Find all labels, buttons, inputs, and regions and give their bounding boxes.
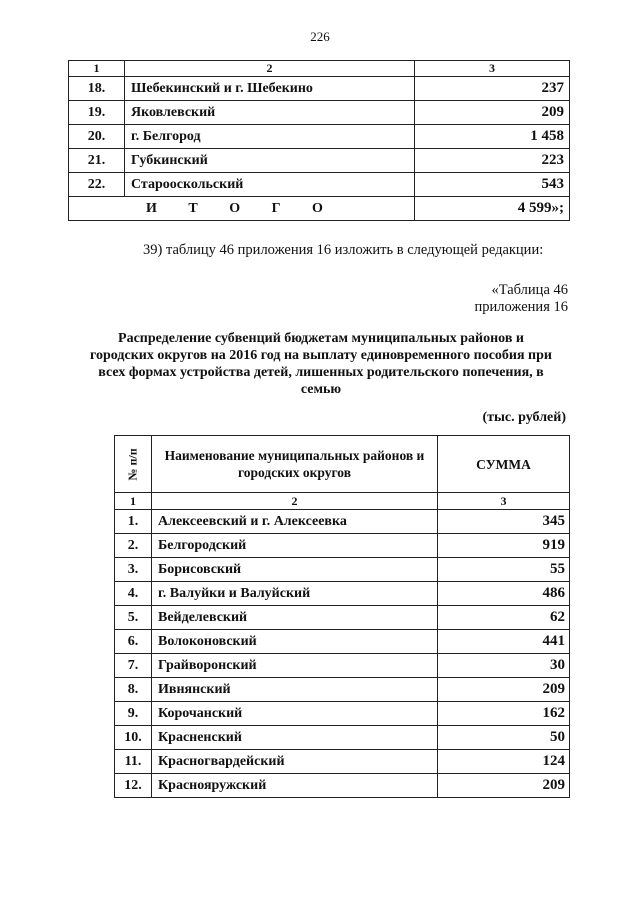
- total-row: [69, 197, 570, 221]
- row-number: 7.: [115, 654, 152, 678]
- column-index: 3: [415, 61, 570, 77]
- table-reference-line2: приложения 16: [474, 299, 568, 315]
- column-index: 3: [438, 493, 570, 510]
- table-header-row: [115, 436, 570, 493]
- district-name: Корочанский: [152, 702, 438, 726]
- column-header-number-text: № п/п: [125, 448, 140, 481]
- row-sum: 919: [438, 534, 570, 558]
- table-row: [69, 173, 570, 197]
- table-row: [115, 510, 570, 534]
- row-sum: 30: [438, 654, 570, 678]
- row-number: 5.: [115, 606, 152, 630]
- row-sum: 223: [415, 149, 570, 173]
- subvention-table: [114, 435, 570, 798]
- row-number: 6.: [115, 630, 152, 654]
- district-name: Старооскольский: [125, 173, 415, 197]
- district-name: Белгородский: [152, 534, 438, 558]
- table-row: [115, 702, 570, 726]
- row-number: 4.: [115, 582, 152, 606]
- row-number: 22.: [69, 173, 125, 197]
- district-name: Грайворонский: [152, 654, 438, 678]
- district-name: Яковлевский: [125, 101, 415, 125]
- table-row: [69, 77, 570, 101]
- row-sum: 237: [415, 77, 570, 101]
- table-row: [115, 726, 570, 750]
- table-row: [115, 534, 570, 558]
- district-name: г. Белгород: [125, 125, 415, 149]
- district-name: Красненский: [152, 726, 438, 750]
- table-row: [115, 750, 570, 774]
- district-name: Волоконовский: [152, 630, 438, 654]
- column-index: 1: [115, 493, 152, 510]
- column-index: 2: [152, 493, 438, 510]
- row-number: 12.: [115, 774, 152, 798]
- district-name: Вейделевский: [152, 606, 438, 630]
- table-row: [115, 630, 570, 654]
- amendment-paragraph: 39) таблицу 46 приложения 16 изложить в следующей редакции:: [143, 242, 544, 258]
- row-number: 1.: [115, 510, 152, 534]
- row-sum: 55: [438, 558, 570, 582]
- table-reference-line1: «Таблица 46: [491, 282, 568, 298]
- table-row: [69, 149, 570, 173]
- district-name: Краснояружский: [152, 774, 438, 798]
- row-sum: 345: [438, 510, 570, 534]
- table-row: [115, 654, 570, 678]
- row-sum: 1 458: [415, 125, 570, 149]
- total-label: И Т О Г О: [69, 197, 415, 221]
- row-sum: 209: [438, 678, 570, 702]
- row-number: 8.: [115, 678, 152, 702]
- column-header-sum: СУММА: [438, 436, 570, 493]
- district-name: Губкинский: [125, 149, 415, 173]
- previous-table: [68, 60, 570, 221]
- row-number: 21.: [69, 149, 125, 173]
- row-sum: 209: [438, 774, 570, 798]
- table-row: [115, 558, 570, 582]
- row-sum: 209: [415, 101, 570, 125]
- row-number: 9.: [115, 702, 152, 726]
- column-index: 2: [125, 61, 415, 77]
- column-header-name: Наименование муниципальных районов и городских округов: [152, 436, 438, 493]
- column-index: 1: [69, 61, 125, 77]
- district-name: Ивнянский: [152, 678, 438, 702]
- table-header-row: [69, 61, 570, 77]
- row-sum: 50: [438, 726, 570, 750]
- district-name: Борисовский: [152, 558, 438, 582]
- district-name: Красногвардейский: [152, 750, 438, 774]
- page-number: 226: [310, 29, 330, 44]
- table-row: [115, 678, 570, 702]
- district-name: Шебекинский и г. Шебекино: [125, 77, 415, 101]
- table-title: Распределение субвенций бюджетам муниципальных районов и городских округов на 2016 год на выплату единовременного пособия при всех формах устройства детей, лишенных родительского попечения, в семью: [90, 331, 552, 397]
- column-index-row: [115, 493, 570, 510]
- row-sum: 124: [438, 750, 570, 774]
- row-number: 10.: [115, 726, 152, 750]
- row-sum: 441: [438, 630, 570, 654]
- table-row: [115, 606, 570, 630]
- row-sum: 543: [415, 173, 570, 197]
- district-name: Алексеевский и г. Алексеевка: [152, 510, 438, 534]
- table-row: [69, 101, 570, 125]
- row-sum: 486: [438, 582, 570, 606]
- units-label: (тыс. рублей): [482, 410, 566, 425]
- row-number: 2.: [115, 534, 152, 558]
- row-sum: 162: [438, 702, 570, 726]
- row-number: 11.: [115, 750, 152, 774]
- table-row: [115, 582, 570, 606]
- row-number: 19.: [69, 101, 125, 125]
- row-sum: 62: [438, 606, 570, 630]
- row-number: 18.: [69, 77, 125, 101]
- table-row: [115, 774, 570, 798]
- row-number: 20.: [69, 125, 125, 149]
- total-value: 4 599»;: [415, 197, 570, 221]
- district-name: г. Валуйки и Валуйский: [152, 582, 438, 606]
- column-header-number: [115, 436, 152, 493]
- row-number: 3.: [115, 558, 152, 582]
- table-row: [69, 125, 570, 149]
